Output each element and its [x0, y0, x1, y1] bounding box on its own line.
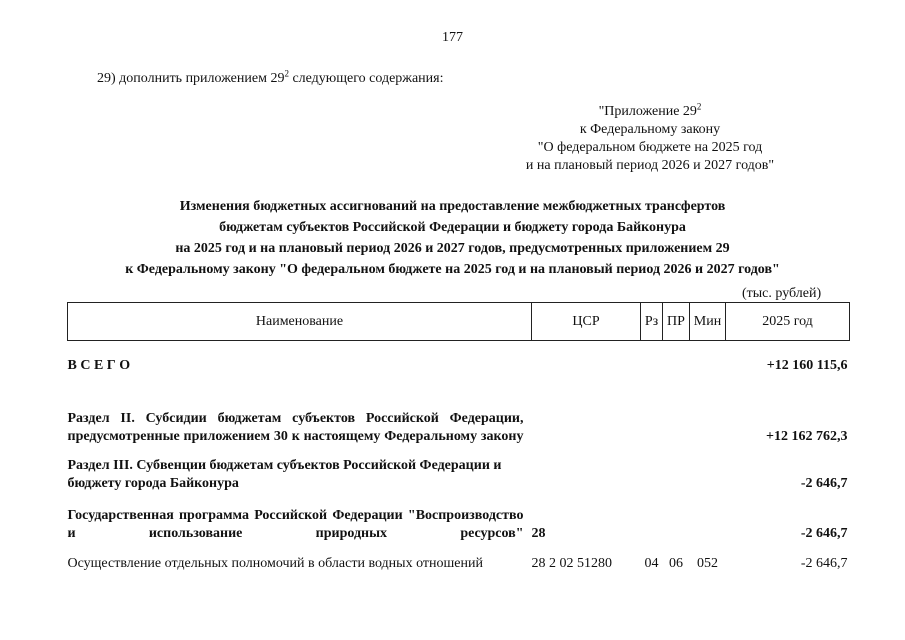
row-csr: 28	[531, 525, 546, 541]
row-amount: -2 646,7	[800, 555, 848, 571]
amendment-tail: следующего содержания:	[288, 71, 444, 86]
row-pr	[663, 375, 690, 446]
title-line-3: на 2025 год и на плановый период 2026 и 2027 годов, предусмотренных приложением 29	[175, 241, 730, 256]
header-amount: 2025 год	[726, 303, 850, 341]
row-rz	[641, 375, 663, 446]
amendment-superscript: 2	[284, 68, 289, 79]
row-csr	[532, 341, 641, 375]
row-pr	[663, 493, 690, 543]
table-header-row	[68, 303, 850, 341]
row-min	[690, 375, 726, 446]
row-min	[690, 493, 726, 543]
table-row-section-2	[68, 375, 850, 446]
row-name: Раздел III. Субвенции бюджетам субъектов Российской Федерации и бюджету города Байконура	[67, 457, 502, 491]
row-pr	[663, 446, 690, 493]
row-name: Раздел II. Субсидии бюджетам субъектов Российской Федерации, предусмотренные приложением 30 к настоящему Федеральному закону	[67, 410, 524, 444]
appendix-line-3: "О федеральном бюджете на 2025 год	[537, 140, 763, 155]
row-rz	[641, 493, 663, 543]
budget-table	[67, 302, 850, 573]
header-name: Наименование	[68, 303, 532, 341]
appendix-header	[480, 103, 820, 175]
row-csr	[532, 375, 641, 446]
row-rz	[641, 341, 663, 375]
table-row-section-3	[68, 446, 850, 493]
row-name: Осуществление отдельных полномочий в области водных отношений	[67, 555, 483, 571]
row-min	[690, 446, 726, 493]
row-csr	[532, 446, 641, 493]
title-line-2: бюджетам субъектов Российской Федерации и бюджету города Байконура	[219, 220, 686, 235]
table-row-program	[68, 493, 850, 543]
row-pr: 06	[669, 555, 683, 571]
appendix-line-4: и на плановый период 2026 и 2027 годов"	[525, 158, 775, 173]
table-row-total	[68, 341, 850, 375]
row-amount: +12 162 762,3	[766, 428, 848, 444]
page-number: 177	[442, 30, 463, 45]
document-title	[0, 196, 905, 280]
row-amount: -2 646,7	[800, 475, 848, 491]
header-csr: ЦСР	[532, 303, 641, 341]
appendix-superscript: 2	[696, 101, 702, 112]
row-name: В С Е Г О	[67, 357, 131, 373]
amendment-paragraph	[97, 68, 444, 87]
row-min	[690, 341, 726, 375]
row-amount: -2 646,7	[800, 525, 848, 541]
title-line-1: Изменения бюджетных ассигнований на предоставление межбюджетных трансфертов	[179, 199, 726, 214]
units-label: (тыс. рублей)	[742, 286, 822, 301]
amendment-text: 29) дополнить приложением 29	[97, 71, 285, 86]
row-rz: 04	[644, 555, 659, 571]
row-name: Государственная программа Российской Федерации "Воспроизводство и использование природных ресурсов"	[67, 507, 524, 541]
header-rz: Рз	[641, 303, 663, 341]
row-pr	[663, 341, 690, 375]
appendix-line-2: к Федеральному закону	[579, 122, 721, 137]
table-row-activity	[68, 543, 850, 573]
row-min: 052	[697, 555, 718, 571]
row-csr: 28 2 02 51280	[531, 555, 612, 571]
header-min: Мин	[690, 303, 726, 341]
title-line-4: к Федеральному закону "О федеральном бюджете на 2025 год и на плановый период 2026 и 2027 годов"	[125, 262, 780, 277]
row-amount: +12 160 115,6	[766, 357, 848, 373]
header-pr: ПР	[663, 303, 690, 341]
appendix-line-1: "Приложение $29^2$	[598, 101, 702, 119]
row-rz	[641, 446, 663, 493]
